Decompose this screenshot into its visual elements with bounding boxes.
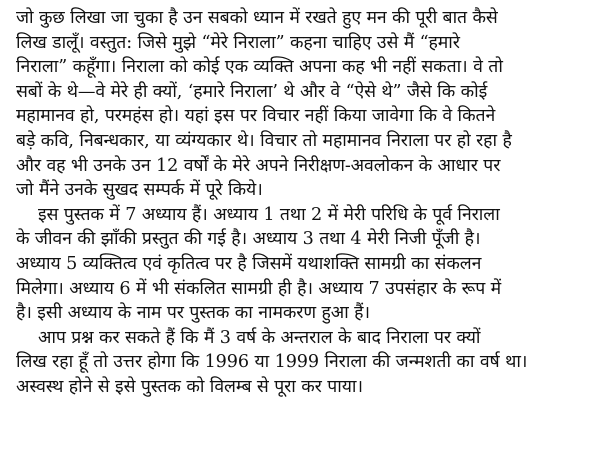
text-line: लिख रहा हूँ तो उत्तर होगा कि 1996 या 1999 निराला की जन्मशती का वर्ष था।: [16, 352, 528, 373]
text-line: आप प्रश्न कर सकते हैं कि मैं 3 वर्ष के अन्तराल के बाद निराला पर क्यों: [38, 327, 481, 348]
paragraph-2: [16, 203, 588, 326]
text-line: जो कुछ लिखा जा चुका है उन सबको ध्यान में रखते हुए मन की पूरी बात कैसे: [16, 8, 498, 28]
paragraph-3: [16, 326, 588, 400]
text-line: सबों के थे—वे मेरे ही क्यों, ‘हमारे निराला’ थे और वे “ऐसे थे” जैसे कि कोई: [16, 81, 488, 102]
text-line: और वह भी उनके उन 12 वर्षों के मेरे अपने निरीक्षण-अवलोकन के आधार पर: [16, 155, 501, 176]
text-line: निराला” कहूँगा। निराला को कोई एक व्यक्ति अपना कह भी नहीं सकता। वे तो: [16, 57, 503, 78]
text-line: अस्वस्थ होने से इसे पुस्तक को विलम्ब से पूरा कर पाया।: [16, 376, 363, 397]
text-line: मिलेगा। अध्याय 6 में भी संकलित सामग्री ही है। अध्याय 7 उपसंहार के रूप में: [16, 278, 502, 299]
text-line: जो मैंने उनके सुखद सम्पर्क में पूरे किये।: [16, 180, 263, 201]
text-line: बड़े कवि, निबन्धकार, या व्यंग्यकार थे। विचार तो महामानव निराला पर हो रहा है: [16, 130, 512, 151]
paragraph-1: [16, 6, 588, 203]
document-page: [16, 6, 588, 456]
text-line: के जीवन की झाँकी प्रस्तुत की गई है। अध्याय 3 तथा 4 मेरी निजी पूँजी है।: [16, 229, 481, 250]
text-line: इस पुस्तक में 7 अध्याय हैं। अध्याय 1 तथा 2 में मेरी परिधि के पूर्व निराला: [38, 204, 500, 225]
text-line: महामानव हो, परमहंस हो। यहां इस पर विचार नहीं किया जावेगा कि वे कितने: [16, 106, 496, 127]
text-line: है। इसी अध्याय के नाम पर पुस्तक का नामकरण हुआ हैं।: [16, 303, 370, 324]
text-line: लिख डालूँ। वस्तुत: जिसे मुझे “मेरे निराला” कहना चाहिए उसे मैं “हमारे: [16, 32, 460, 53]
text-line: अध्याय 5 व्यक्तित्व एवं कृतित्व पर है जिसमें यथाशक्ति सामग्री का संकलन: [16, 253, 482, 274]
